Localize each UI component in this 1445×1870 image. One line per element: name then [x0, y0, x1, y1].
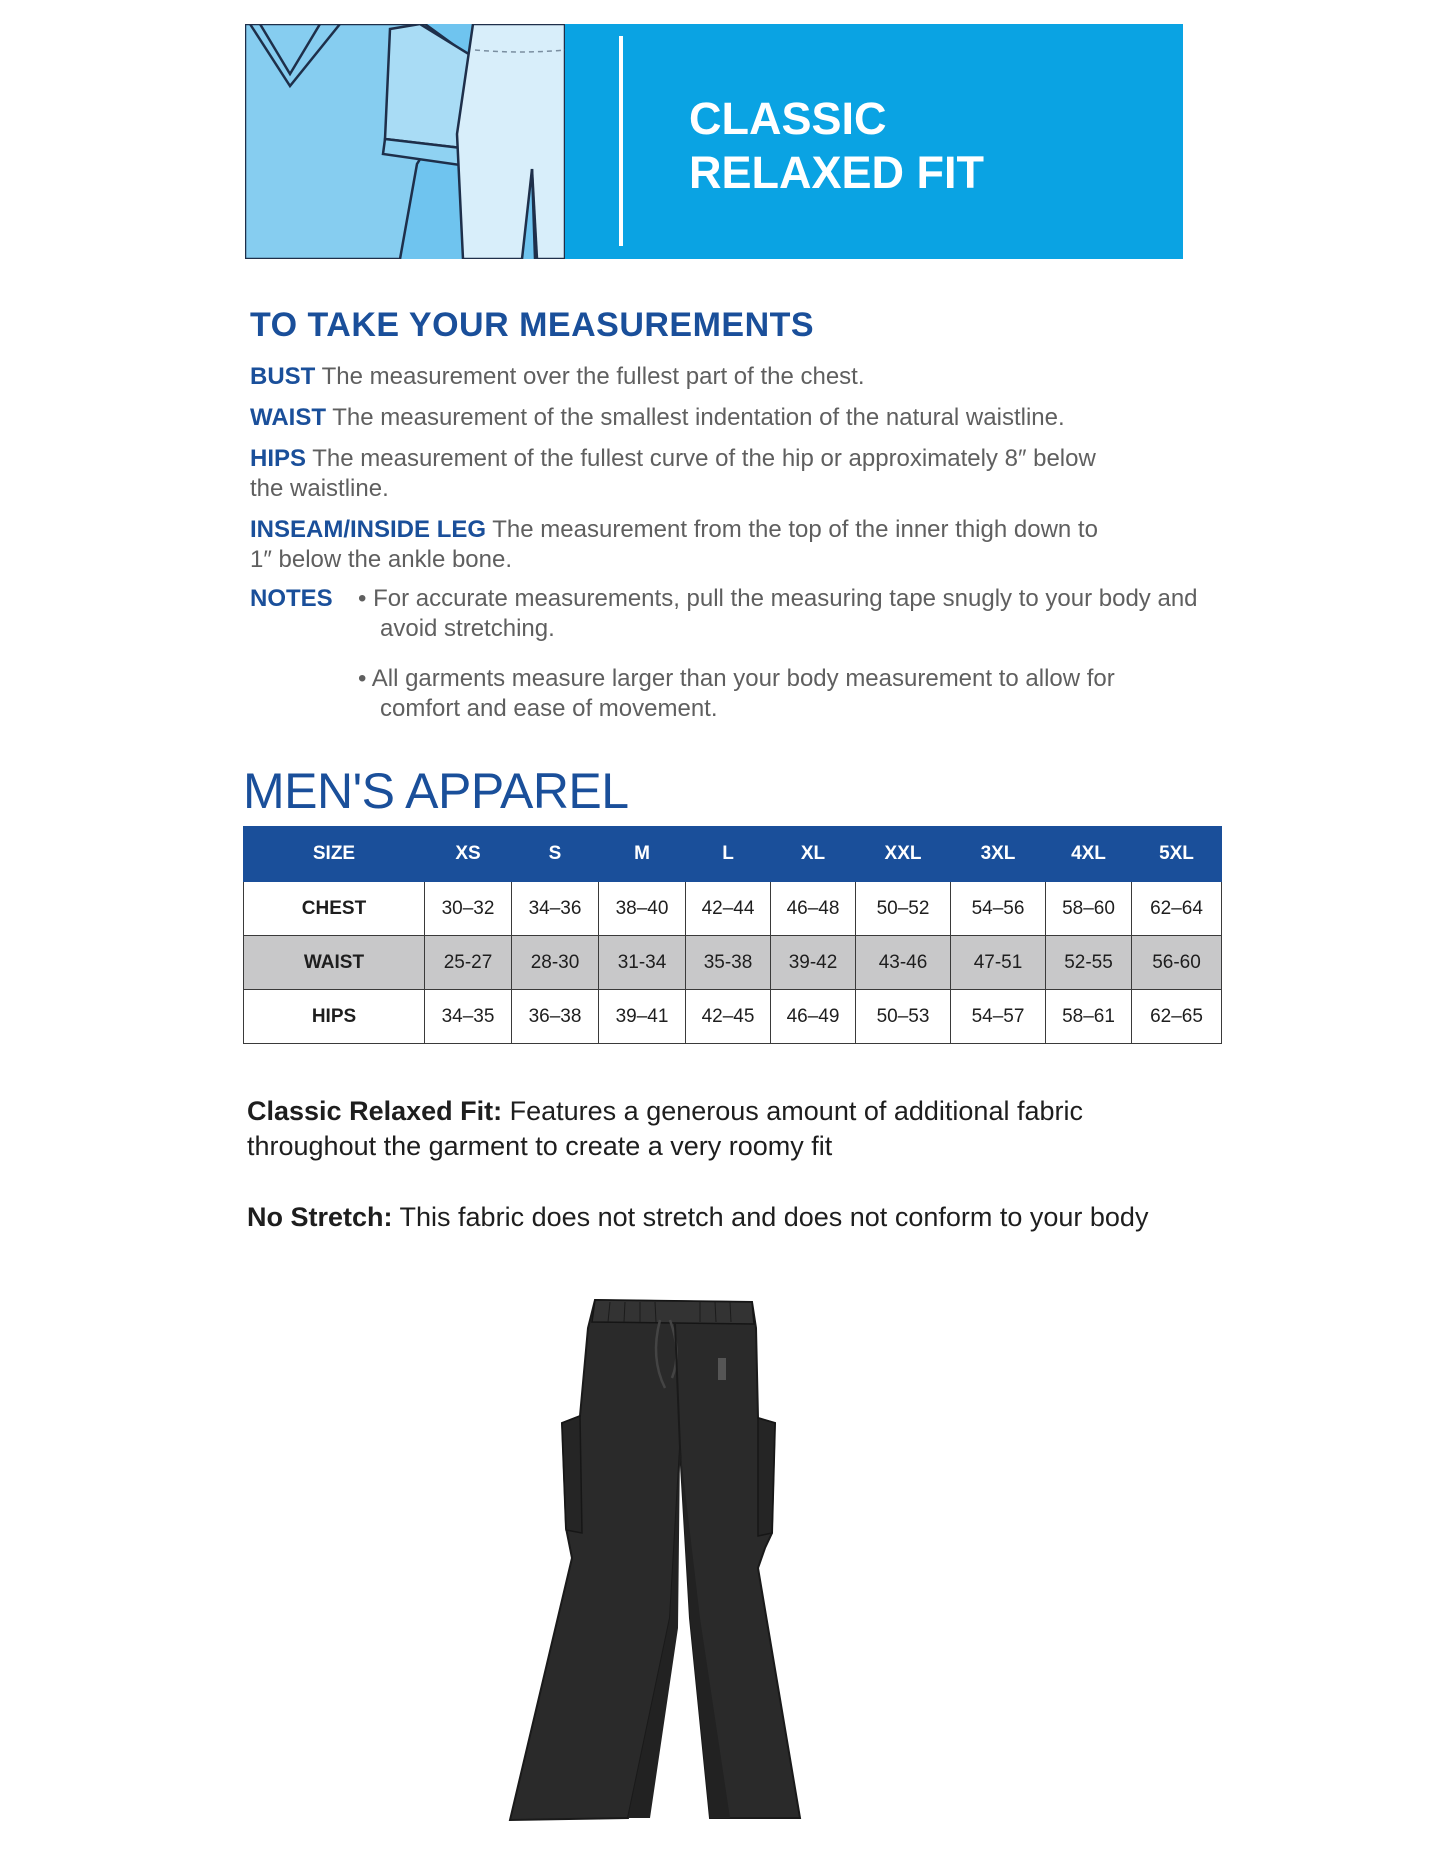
size-column-header: 4XL — [1046, 827, 1132, 882]
table-cell: 50–52 — [856, 882, 951, 936]
table-cell: 31-34 — [599, 936, 686, 990]
size-chart-table — [243, 826, 1222, 1044]
table-cell: 43-46 — [856, 936, 951, 990]
size-column-header: L — [686, 827, 771, 882]
size-column-header: XL — [771, 827, 856, 882]
table-cell: 56-60 — [1132, 936, 1222, 990]
hips-text: The measurement of the fullest curve of the hip or approximately 8″ below the waistline. — [250, 445, 1096, 502]
fit-text: Features a generous amount of additional fabric throughout the garment to create a very roomy fit — [247, 1096, 1083, 1161]
header-banner — [245, 24, 1183, 259]
hips-instruction — [250, 444, 1110, 504]
pants-product-image — [500, 1298, 860, 1828]
measurements-heading: TO TAKE YOUR MEASUREMENTS — [250, 306, 815, 344]
row-label: HIPS — [244, 990, 425, 1044]
stretch-text: This fabric does not stretch and does not conform to your body — [399, 1202, 1149, 1232]
size-column-header: XXL — [856, 827, 951, 882]
bust-label: BUST — [250, 363, 316, 390]
table-cell: 62–64 — [1132, 882, 1222, 936]
inseam-instruction — [250, 515, 1120, 575]
banner-title-line1: CLASSIC — [689, 93, 887, 144]
table-cell: 58–60 — [1046, 882, 1132, 936]
row-label: WAIST — [244, 936, 425, 990]
waist-label: WAIST — [250, 404, 326, 431]
table-cell: 30–32 — [425, 882, 512, 936]
fit-label: Classic Relaxed Fit: — [247, 1096, 503, 1126]
waist-text: The measurement of the smallest indentation of the natural waistline. — [332, 404, 1065, 431]
chest-row — [244, 882, 1222, 936]
banner-divider — [619, 36, 623, 246]
table-cell: 38–40 — [599, 882, 686, 936]
table-cell: 42–45 — [686, 990, 771, 1044]
table-cell: 39–41 — [599, 990, 686, 1044]
table-cell: 54–56 — [951, 882, 1046, 936]
note-item: • All garments measure larger than your body measurement to allow for comfort and ease of movement. — [358, 665, 1115, 722]
table-cell: 46–49 — [771, 990, 856, 1044]
table-cell: 42–44 — [686, 882, 771, 936]
bust-instruction — [250, 362, 1210, 392]
stretch-description — [247, 1200, 1237, 1235]
note-item: • For accurate measurements, pull the measuring tape snugly to your body and avoid stretching. — [358, 585, 1198, 642]
size-column-header: XS — [425, 827, 512, 882]
size-column-header: SIZE — [244, 827, 425, 882]
table-cell: 39-42 — [771, 936, 856, 990]
size-column-header: S — [512, 827, 599, 882]
row-label: CHEST — [244, 882, 425, 936]
banner-title — [689, 92, 984, 200]
table-cell: 34–36 — [512, 882, 599, 936]
size-column-header: 3XL — [951, 827, 1046, 882]
table-cell: 34–35 — [425, 990, 512, 1044]
table-cell: 35-38 — [686, 936, 771, 990]
size-header-row — [244, 827, 1222, 882]
bust-text: The measurement over the fullest part of the chest. — [321, 363, 865, 390]
stretch-label: No Stretch: — [247, 1202, 393, 1232]
size-column-header: M — [599, 827, 686, 882]
table-cell: 62–65 — [1132, 990, 1222, 1044]
scrubs-illustration — [245, 24, 565, 259]
hips-label: HIPS — [250, 445, 307, 472]
table-cell: 52-55 — [1046, 936, 1132, 990]
inseam-text: The measurement from the top of the inner thigh down to 1″ below the ankle bone. — [250, 516, 1098, 573]
size-column-header: 5XL — [1132, 827, 1222, 882]
banner-title-line2: RELAXED FIT — [689, 147, 985, 198]
waist-instruction — [250, 403, 1210, 433]
waist-row — [244, 936, 1222, 990]
table-cell: 47-51 — [951, 936, 1046, 990]
table-cell: 25-27 — [425, 936, 512, 990]
size-chart-title: MEN'S APPAREL — [243, 763, 629, 819]
fit-description — [247, 1094, 1147, 1164]
inseam-label: INSEAM/INSIDE LEG — [250, 516, 487, 543]
table-cell: 58–61 — [1046, 990, 1132, 1044]
table-cell: 28-30 — [512, 936, 599, 990]
table-cell: 54–57 — [951, 990, 1046, 1044]
table-cell: 50–53 — [856, 990, 951, 1044]
hips-row — [244, 990, 1222, 1044]
notes-label: NOTES — [250, 585, 333, 612]
table-cell: 46–48 — [771, 882, 856, 936]
table-cell: 36–38 — [512, 990, 599, 1044]
